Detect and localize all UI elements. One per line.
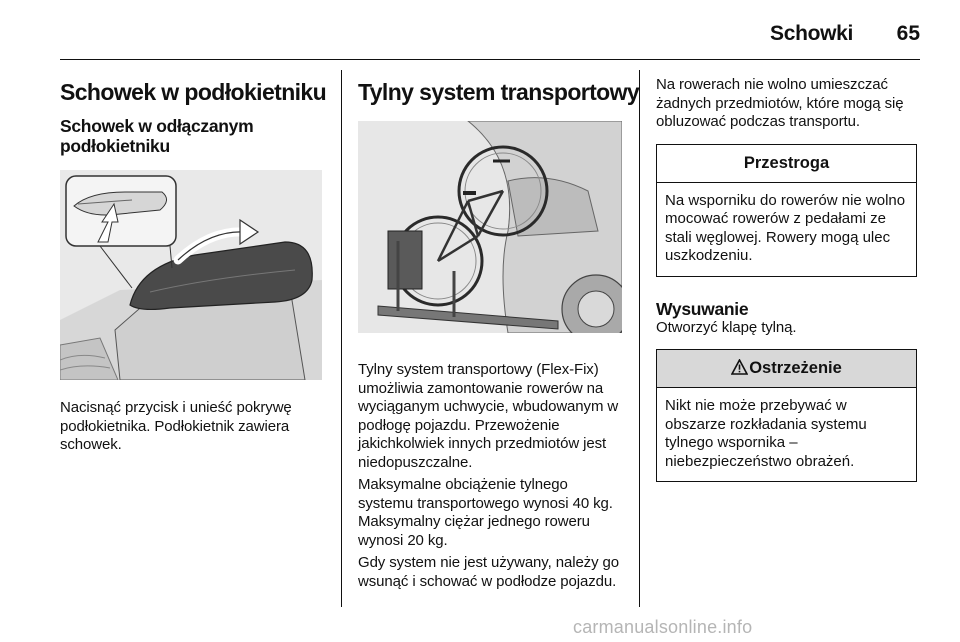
section-heading: Tylny system transportowy (358, 79, 640, 105)
header-title: Schowki (770, 22, 854, 45)
warning-text: Nikt nie może przebywać w obszarze rozkładania systemu tylnego wspornika – niebezpieczeństwo obrażeń. (665, 397, 867, 470)
caution-box (656, 144, 917, 277)
column-divider (341, 70, 342, 607)
warning-triangle-icon (731, 352, 748, 389)
section-heading: Schowek w podłokietniku (60, 79, 327, 105)
armrest-illustration (60, 170, 322, 380)
carrier-paragraph: Maksymalne obciążenie tylnego systemu transportowego wynosi 40 kg. Maksymalny ciężar jednego roweru wynosi 20 kg. (358, 476, 613, 549)
header-rule (60, 59, 920, 60)
subsection-text: Otworzyć klapę tylną. (656, 318, 797, 336)
column-rear-carrier (358, 70, 640, 591)
armrest-description: Nacisnąć przycisk i unieść pokrywę podłokietnika. Podłokietnik zawiera schowek. (60, 399, 292, 453)
page-number: 65 (896, 22, 920, 45)
carrier-paragraph: Tylny system transportowy (Flex-Fix) umożliwia zamontowanie rowerów na wyciąganym uchwycie, wbudowanym w podłogę pojazdu. Przewożenie jakichkolwiek innych przedmiotów jest niedopuszczalne. (358, 361, 619, 471)
warning-title: Ostrzeżenie (749, 359, 842, 377)
bicycle-carrier-illustration (358, 121, 622, 333)
intro-paragraph: Na rowerach nie wolno umieszczać żadnych przedmiotów, które mogą się obluzować podczas transportu. (656, 76, 904, 130)
subsection-heading: Wysuwanie (656, 298, 749, 319)
column-notes (656, 70, 920, 482)
caution-text: Na wsporniku do rowerów nie wolno mocować rowerów z pedałami ze stali węglowej. Rowery mogą ulec uszkodzeniu. (665, 191, 906, 264)
watermark-link[interactable]: carmanualsonline.info (573, 617, 753, 637)
warning-box (656, 349, 917, 482)
carrier-paragraph: Gdy system nie jest używany, należy go wsunąć i schować w podłodze pojazdu. (358, 554, 620, 590)
subsection-heading: Schowek w odłączanym podłokietniku (60, 116, 254, 156)
column-divider (639, 70, 640, 607)
warning-header (657, 350, 916, 388)
caution-title: Przestroga (657, 145, 916, 183)
column-armrest (60, 70, 327, 455)
